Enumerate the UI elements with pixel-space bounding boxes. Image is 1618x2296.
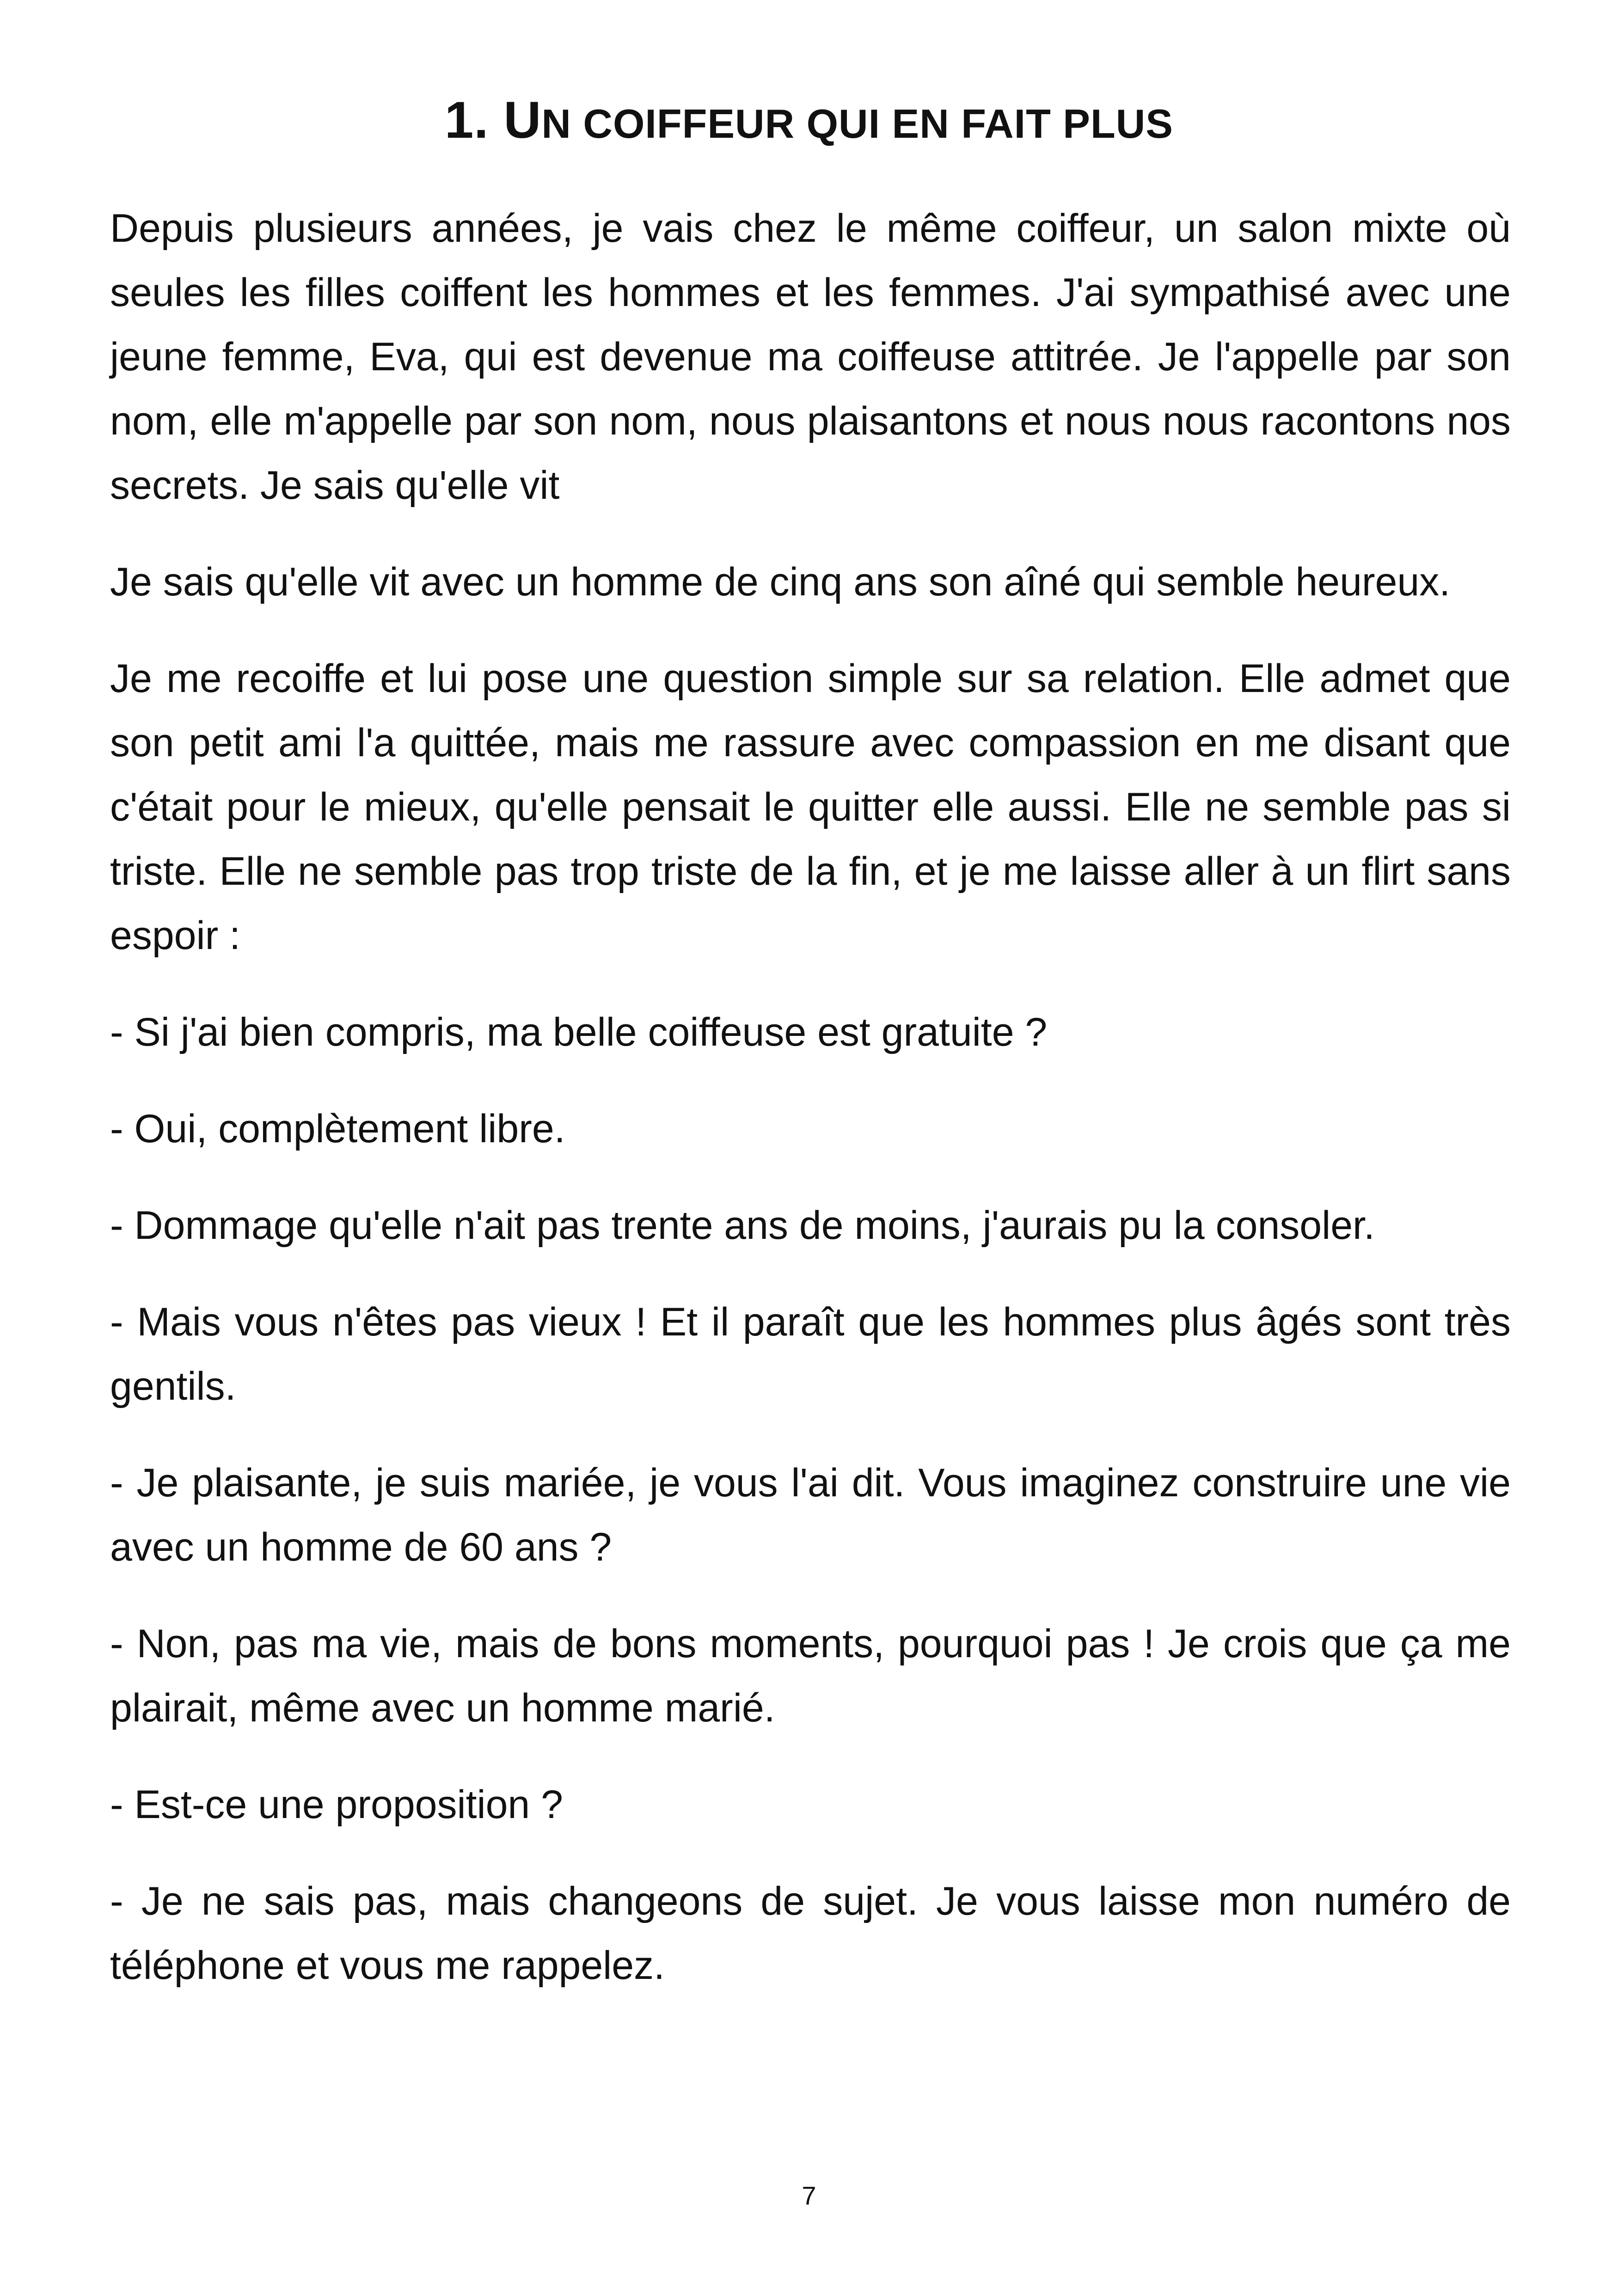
dialogue-line: - Oui, complètement libre. xyxy=(110,1107,565,1151)
paragraph-question: Je me recoiffe et lui pose une question simple sur sa relation. Elle admet que son petit ami l'a quittée, mais me rassure avec compassion en me disant que c'était pour le mieux, qu'elle pensait le quitter elle aussi. Elle ne semble pas si triste. Elle ne semble pas trop triste de la fin, et je me laisse aller à un flirt sans espoir : xyxy=(110,656,1511,958)
page-number: 7 xyxy=(802,2181,816,2210)
dialogue-line: - Je ne sais pas, mais changeons de sujet. Je vous laisse mon numéro de téléphone et vous me rappelez. xyxy=(110,1879,1511,1988)
paragraph-partner: Je sais qu'elle vit avec un homme de cinq ans son aîné qui semble heureux. xyxy=(110,560,1451,604)
chapter-title-initial: U xyxy=(503,91,542,149)
body-text xyxy=(110,196,1511,2030)
dialogue-line: - Si j'ai bien compris, ma belle coiffeuse est gratuite ? xyxy=(110,1010,1048,1054)
paragraph-intro: Depuis plusieurs années, je vais chez le même coiffeur, un salon mixte où seules les filles coiffent les hommes et les femmes. J'ai sympathisé avec une jeune femme, Eva, qui est devenue ma coiffeuse attitrée. Je l'appelle par son nom, elle m'appelle par son nom, nous plaisantons et nous nous racontons nos secrets. Je sais qu'elle vit xyxy=(110,206,1511,508)
dialogue-line: - Je plaisante, je suis mariée, je vous l'ai dit. Vous imaginez construire une vie avec un homme de 60 ans ? xyxy=(110,1461,1511,1569)
chapter-title-rest: N COIFFEUR QUI EN FAIT PLUS xyxy=(541,101,1173,147)
chapter-number: 1. xyxy=(444,91,489,149)
dialogue-line: - Est-ce une proposition ? xyxy=(110,1782,563,1827)
chapter-title xyxy=(0,86,1618,159)
dialogue-line: - Dommage qu'elle n'ait pas trente ans de moins, j'aurais pu la consoler. xyxy=(110,1203,1375,1248)
dialogue-line: - Mais vous n'êtes pas vieux ! Et il paraît que les hommes plus âgés sont très gentils. xyxy=(110,1300,1511,1408)
dialogue-line: - Non, pas ma vie, mais de bons moments, pourquoi pas ! Je crois que ça me plairait, même avec un homme marié. xyxy=(110,1622,1511,1730)
